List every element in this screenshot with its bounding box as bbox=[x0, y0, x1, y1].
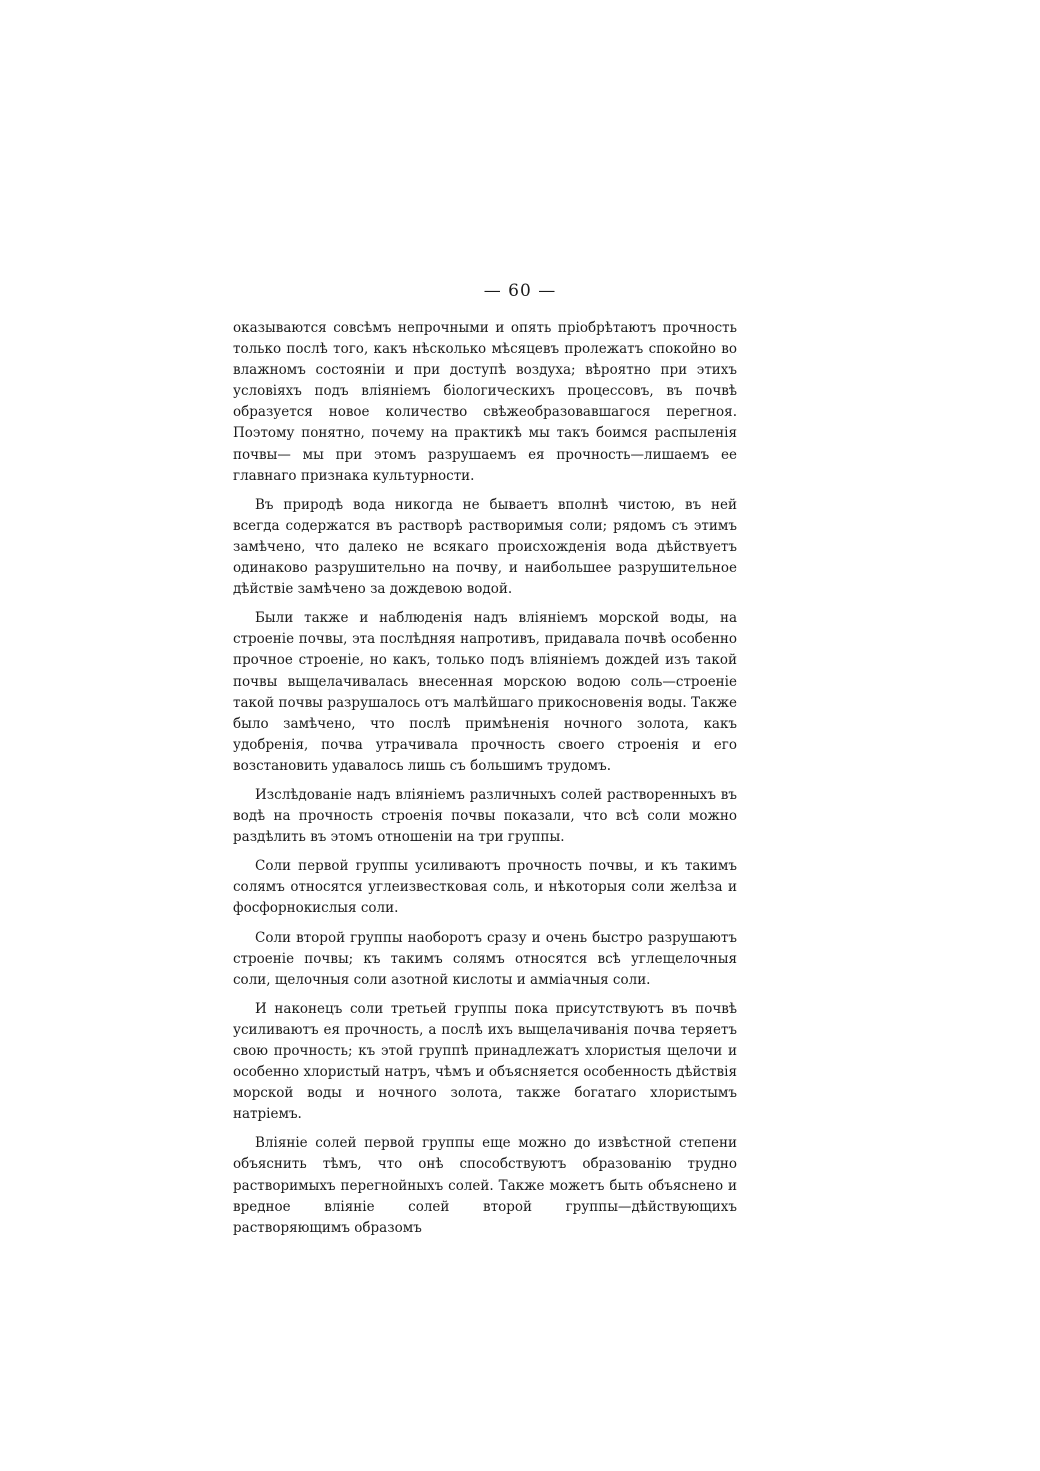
paragraph-natural-water: Въ природѣ вода никогда не бываетъ вполнѣ чистою, въ ней всегда содержатся въ растворѣ растворимыя соли; рядомъ съ этимъ замѣчено, что далеко не всякаго происхожденія вода дѣйствуетъ одинаково разрушительно на почву, и наибольшее разрушительное дѣйствіе замѣчено за дождевою водой. bbox=[233, 496, 737, 598]
paragraph-continuation: оказываются совсѣмъ непрочными и опять пріобрѣтаютъ прочность только послѣ того, какъ нѣсколько мѣсяцевъ пролежатъ спокойно во влажномъ состояніи и при доступѣ воздуха; вѣроятно при этихъ условіяхъ подъ вліяніемъ біологическихъ процессовъ, въ почвѣ образуется новое количество свѣжеобразовавшагося перегноя. Поэтому понятно, почему на практикѣ мы такъ боимся распыленія почвы— мы при этомъ разрушаемъ ея прочность—лишаемъ ее главнаго признака культурности. bbox=[233, 320, 737, 484]
paragraph-sea-water: Были также и наблюденія надъ вліяніемъ морской воды, на строеніе почвы, эта послѣдняя напротивъ, придавала почвѣ особенно прочное строеніе, но какъ, только подъ вліяніемъ дождей изъ такой почвы выщелачивалась внесенная морскою водою соль—строеніе такой почвы разрушалось отъ малѣйшаго прикосновенія воды. Также было замѣчено, что послѣ примѣненія ночного золота, какъ удобренія, почва утрачивала прочность своего строенія и его возстановить удавалось лишь съ большимъ трудомъ. bbox=[233, 610, 737, 774]
paragraph-second-group: Соли второй группы наоборотъ сразу и очень быстро разрушаютъ строеніе почвы; къ такимъ солямъ относятся всѣ углещелочныя соли, щелочныя соли азотной кислоты и амміачныя соли. bbox=[233, 929, 737, 988]
page-number: — 60 — bbox=[483, 281, 557, 301]
paragraph-salt-groups: Изслѣдованіе надъ вліяніемъ различныхъ солей растворенныхъ въ водѣ на прочность строенія почвы показали, что всѣ соли можно раздѣлить въ этомъ отношеніи на три группы. bbox=[233, 786, 737, 846]
paragraph-explanation: Вліяніе солей первой группы еще можно до извѣстной степени объяснить тѣмъ, что онѣ способствуютъ образованію трудно растворимыхъ перегнойныхъ солей. Также можетъ быть объяснено и вредное вліяніе солей второй группы—дѣйствующихъ растворяющимъ образомъ bbox=[233, 1135, 737, 1236]
paragraph-first-group: Соли первой группы усиливаютъ прочность почвы, и къ такимъ солямъ относятся углеизвестковая соль, и нѣкоторыя соли желѣза и фосфорнокислыя соли. bbox=[233, 858, 737, 917]
paragraph-third-group: И наконецъ соли третьей группы пока присутствуютъ въ почвѣ усиливаютъ ея прочность, а послѣ ихъ выщелачиванія почва теряетъ свою прочность; къ этой группѣ принадлежатъ хлористыя щелочи и особенно хлористый натръ, чѣмъ и объясняется особенность дѣйствія морской воды и ночного золота, также богатаго хлористымъ натріемъ. bbox=[233, 1000, 737, 1123]
body-text bbox=[233, 318, 737, 1247]
